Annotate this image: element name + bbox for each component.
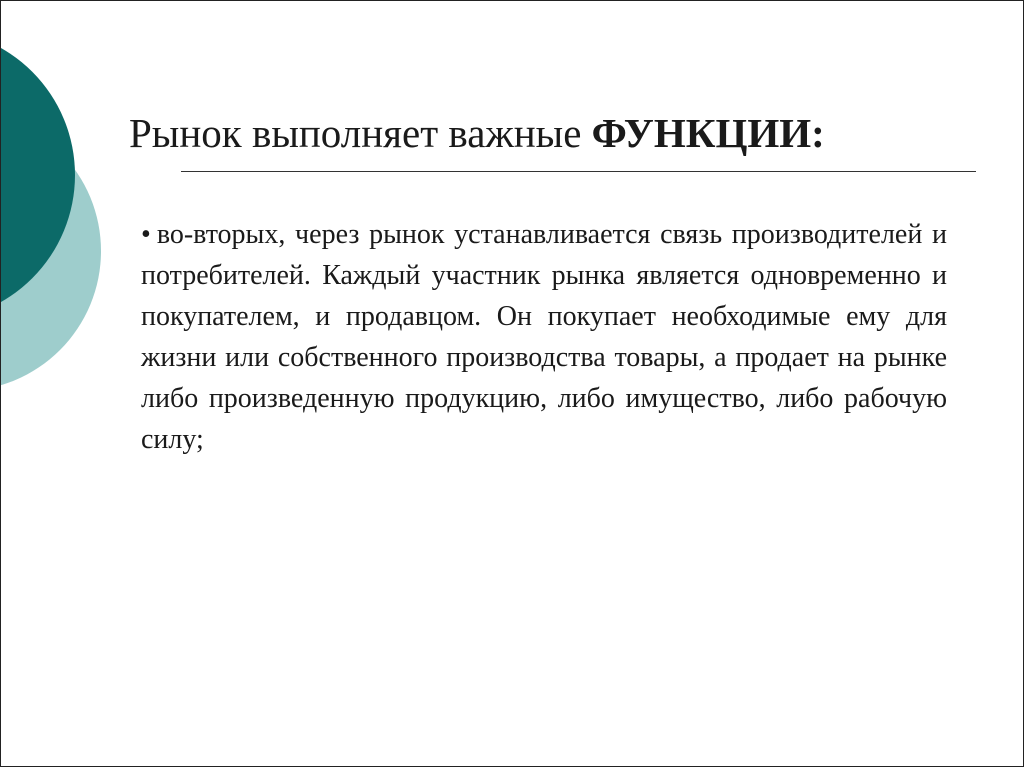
bullet-item — [141, 214, 947, 460]
bullet-marker: • — [141, 219, 151, 250]
bullet-list — [141, 214, 947, 460]
bullet-text: во-вторых, через рынок устанавливается связь производителей и потребителей. Каждый участник рынка является одновременно и покупателем, и продавцом. Он покупает необходимые ему для жизни или собственного производства товары, а продает на рынке либо произведенную продукцию, либо имущество, либо рабочую силу; — [141, 219, 947, 455]
slide-title — [129, 109, 825, 158]
title-underline-rule — [181, 171, 976, 172]
slide-title-emphasis: ФУНКЦИИ: — [591, 110, 825, 156]
slide-title-prefix: Рынок выполняет важные — [129, 110, 592, 156]
